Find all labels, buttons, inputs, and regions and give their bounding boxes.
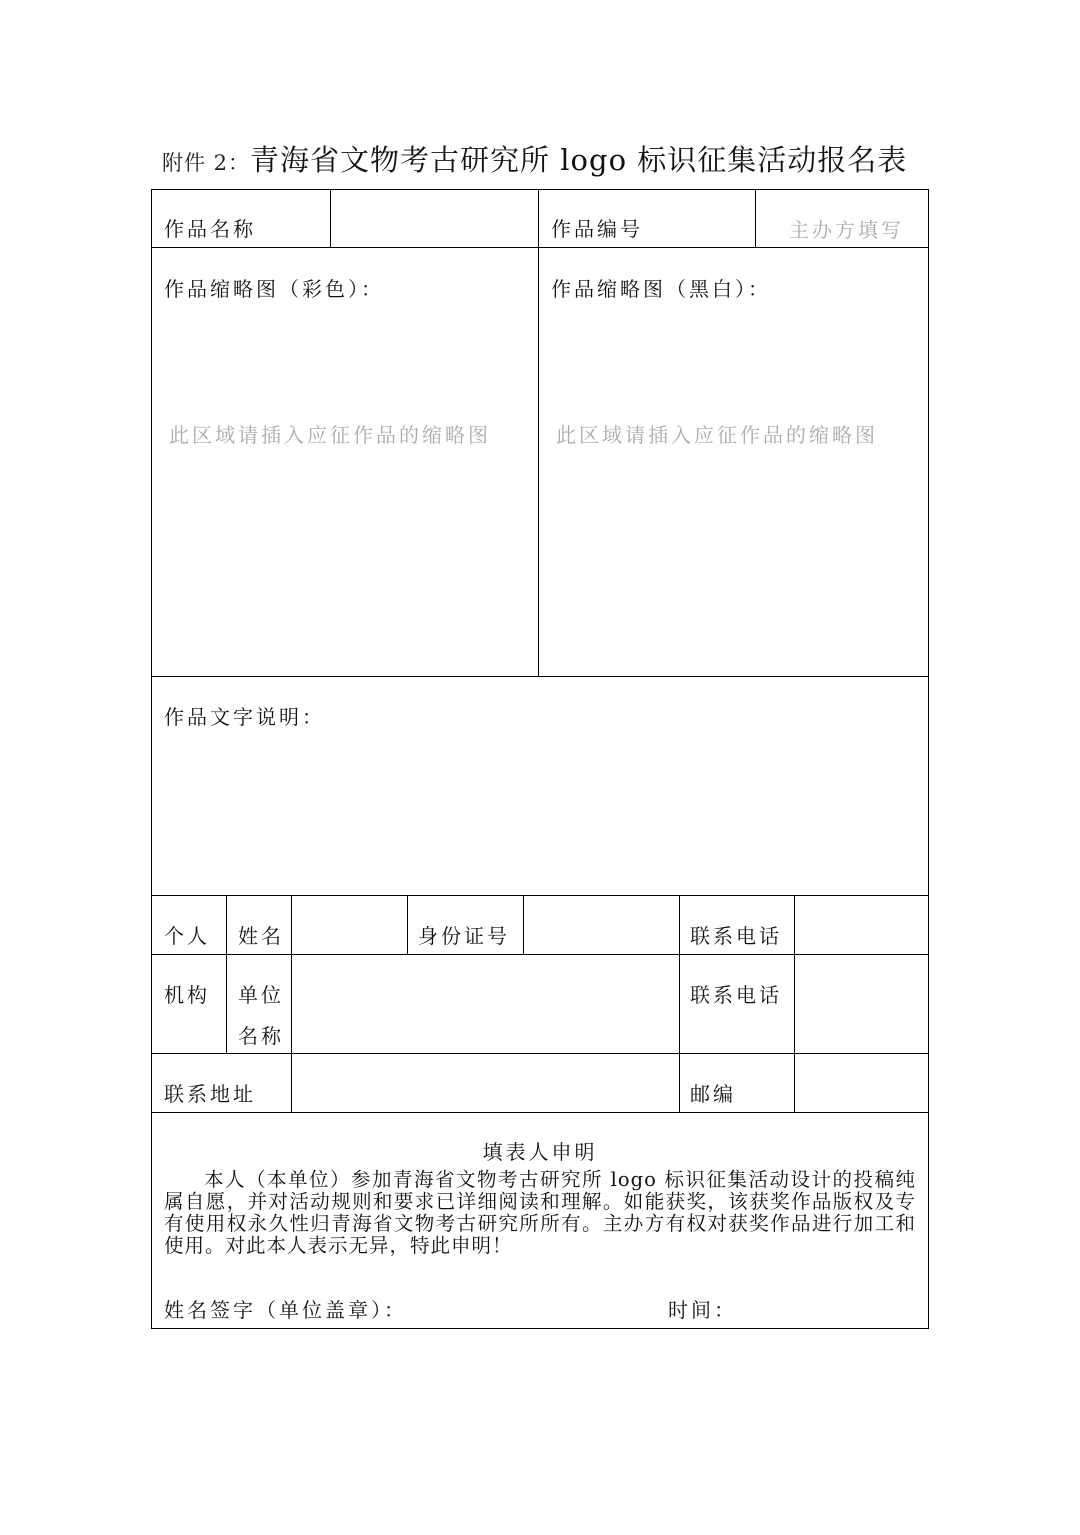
name-label: 姓名 — [238, 924, 284, 948]
postcode-input[interactable] — [795, 1054, 928, 1112]
work-number-placeholder: 主办方填写 — [789, 218, 904, 242]
registration-form-table — [151, 189, 929, 1329]
bw-thumbnail-placeholder: 此区域请插入应征作品的缩略图 — [556, 423, 878, 447]
divider-p3 — [679, 895, 680, 1113]
personal-phone-label: 联系电话 — [690, 924, 782, 948]
address-label: 联系地址 — [164, 1082, 256, 1106]
name-input[interactable] — [292, 896, 407, 954]
id-number-input[interactable] — [524, 896, 679, 954]
color-thumbnail-area[interactable] — [152, 248, 538, 676]
unit-name-label-line1: 单位 — [238, 983, 284, 1007]
border-row6 — [151, 1112, 929, 1113]
id-number-label: 身份证号 — [418, 924, 510, 948]
border-top — [151, 189, 929, 190]
border-bottom — [151, 1328, 929, 1329]
color-thumbnail-label: 作品缩略图（彩色）： — [164, 277, 384, 301]
institution-category: 机构 — [164, 983, 210, 1007]
institution-phone-input[interactable] — [795, 955, 928, 1053]
bw-thumbnail-area[interactable] — [539, 248, 928, 676]
declaration-title: 填表人申明 — [482, 1140, 598, 1164]
time-field[interactable] — [731, 1284, 921, 1324]
personal-phone-input[interactable] — [795, 896, 928, 954]
form-title-text: 青海省文物考古研究所 logo 标识征集活动报名表 — [250, 143, 908, 177]
form-title — [162, 138, 907, 179]
unit-name-input[interactable] — [292, 955, 679, 1053]
postcode-label: 邮编 — [690, 1082, 736, 1106]
color-thumbnail-placeholder: 此区域请插入应征作品的缩略图 — [169, 423, 491, 447]
declaration-body: 本人（本单位）参加青海省文物考古研究所 logo 标识征集活动设计的投稿纯属自愿，并对活动规则和要求已详细阅读和理解。如能获奖，该获奖作品版权及专有使用权永久性归青海省文物考古研究所所有。主办方有权对获奖作品进行加工和使用。对此本人表示无异，特此申明！ — [164, 1168, 916, 1257]
institution-phone-label: 联系电话 — [690, 983, 782, 1007]
divider-r1-a — [330, 189, 331, 248]
time-label: 时间： — [668, 1298, 737, 1322]
description-label: 作品文字说明： — [164, 705, 325, 729]
signature-label: 姓名签字（单位盖章）： — [164, 1298, 407, 1322]
attachment-prefix: 附件 2： — [162, 151, 251, 175]
work-name-label: 作品名称 — [164, 217, 256, 241]
divider-r1-b — [755, 189, 756, 248]
bw-thumbnail-label: 作品缩略图（黑白）： — [551, 277, 771, 301]
work-number-label: 作品编号 — [551, 217, 643, 241]
work-name-input[interactable] — [332, 190, 537, 246]
personal-category: 个人 — [164, 924, 210, 948]
signature-field[interactable] — [391, 1284, 651, 1324]
unit-name-label-line2: 名称 — [238, 1024, 284, 1048]
divider-cat — [226, 895, 227, 1054]
address-input[interactable] — [292, 1054, 679, 1112]
border-row2 — [151, 676, 929, 677]
description-input[interactable] — [152, 729, 928, 894]
divider-p1 — [407, 895, 408, 955]
